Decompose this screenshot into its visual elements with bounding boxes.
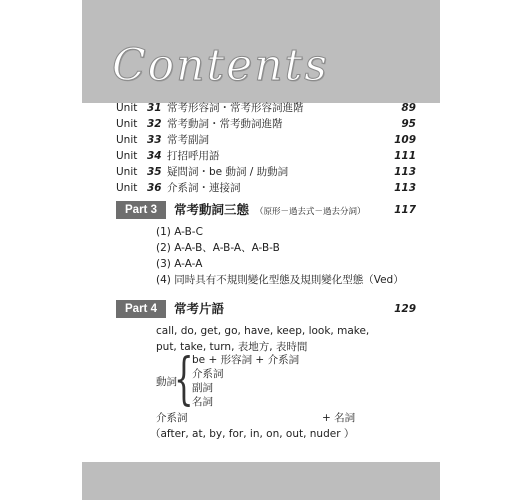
unit-word: Unit [116,182,138,194]
unit-number: 32 [147,118,162,130]
part-3-title-text: 常考動詞三態 [174,202,250,217]
part-3-page: 117 [394,204,416,216]
part-3-items [156,224,404,288]
unit-row[interactable] [116,132,416,148]
unit-list [116,100,416,196]
unit-title: 介系詞・連接詞 [167,182,241,194]
unit-word: Unit [116,166,138,178]
plus-noun: + 名詞 [322,412,356,424]
unit-title: 打招呼用語 [167,150,220,162]
phrase-verbs-line-2: put, take, turn, 表地方, 表時間 [156,341,308,353]
part-3-subtitle: （原形－過去式－過去分詞） [255,207,366,217]
unit-word: Unit [116,118,138,130]
unit-word: Unit [116,150,138,162]
part-3-item: (3) A-A-A [156,258,203,270]
part-4-badge: Part 4 [116,300,166,318]
verb-label: 動詞 [156,376,177,388]
unit-row[interactable] [116,100,416,116]
contents-title: Contents [112,40,329,91]
part-4-heading[interactable] [116,300,416,320]
part-3-badge: Part 3 [116,201,166,219]
unit-title: 常考形容詞・常考形容詞進階 [167,102,304,114]
preposition-label: 介系詞 [156,412,188,424]
brace-item: be + 形容詞 + 介系詞 [192,354,300,366]
part-4-page: 129 [394,303,416,315]
phrase-verbs-line-1: call, do, get, go, have, keep, look, make, [156,325,370,337]
brace-item: 介系詞 [192,368,224,380]
unit-page: 111 [394,150,416,162]
brace-item: 名詞 [192,396,213,408]
unit-row[interactable] [116,116,416,132]
unit-number: 33 [147,134,162,146]
part-3-item: (4) 同時具有不規則變化型態及規則變化型態（Ved） [156,274,404,286]
unit-page: 89 [401,102,416,114]
unit-title: 常考動詞・常考動詞進階 [167,118,283,130]
unit-page: 109 [394,134,416,146]
curly-brace-icon: { [174,347,194,412]
part-3-item: (1) A-B-C [156,226,203,238]
preposition-list: （after, at, by, for, in, on, out, nuder ） [150,428,355,440]
unit-page: 113 [394,182,416,194]
unit-title: 疑問詞・be 動詞 / 助動詞 [167,166,289,178]
unit-row[interactable] [116,180,416,196]
unit-title: 常考副詞 [167,134,209,146]
footer-band [82,462,440,500]
unit-number: 36 [147,182,162,194]
unit-number: 31 [147,102,162,114]
part-3-item: (2) A-A-B、A-B-A、A-B-B [156,242,280,254]
part-3-heading[interactable] [116,201,416,221]
brace-items [192,353,299,409]
unit-number: 34 [147,150,162,162]
unit-row[interactable] [116,148,416,164]
unit-word: Unit [116,134,138,146]
part-4-title: 常考片語 [174,301,225,316]
part-3-title [174,201,366,221]
unit-page: 113 [394,166,416,178]
brace-item: 副詞 [192,382,213,394]
unit-word: Unit [116,102,138,114]
unit-row[interactable] [116,164,416,180]
unit-number: 35 [147,166,162,178]
unit-page: 95 [401,118,416,130]
